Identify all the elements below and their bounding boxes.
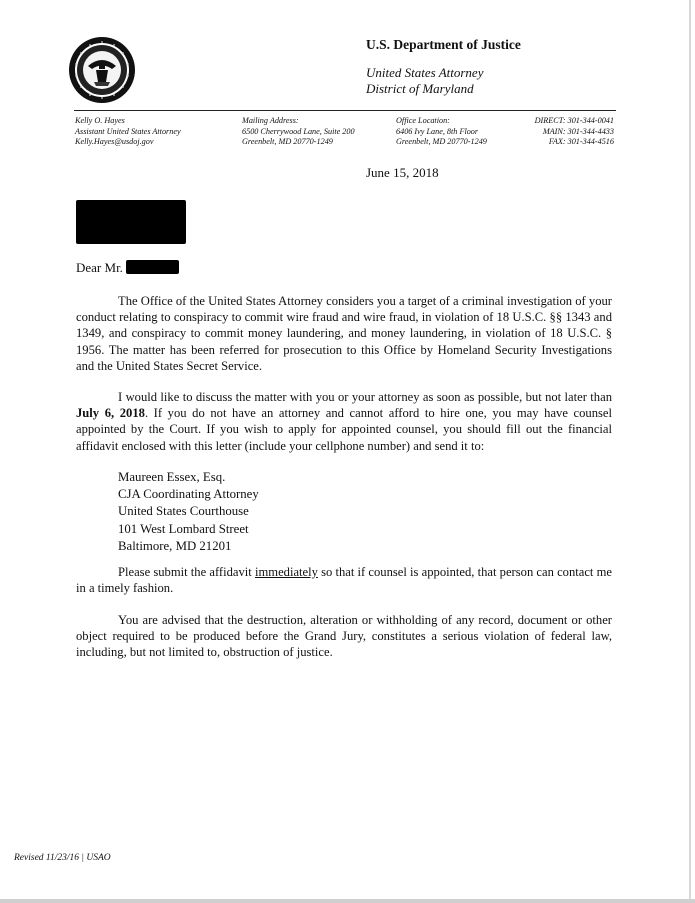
paragraph-submit-affidavit: [76, 564, 612, 596]
office-location-street: 6406 Ivy Lane, 8th Floor: [396, 126, 479, 136]
doj-seal-icon: [68, 36, 136, 104]
paragraph-grand-jury-warning: [76, 612, 612, 661]
redacted-recipient-name: [126, 260, 179, 274]
paragraph-2-text-start: I would like to discuss the matter with you or your attorney as soon as possible, but not later than: [118, 390, 612, 404]
address-line: 101 West Lombard Street: [118, 521, 249, 536]
paragraph-5-text: You are advised that the destruction, alteration or withholding of any record, document or other object required to be produced before the Grand Jury, constitutes a serious violation of federal law, including, but not limited to, obstruction of justice.: [76, 613, 612, 660]
salutation-text: Dear Mr.: [76, 260, 123, 275]
district-name: District of Maryland: [366, 81, 474, 96]
office-name: United States Attorney: [366, 65, 484, 80]
address-line: United States Courthouse: [118, 504, 249, 519]
mailing-city: Greenbelt, MD 20770-1249: [242, 137, 333, 146]
revision-footer: Revised 11/23/16 | USAO: [14, 853, 111, 863]
paragraph-4-text-start: Please submit the affidavit: [118, 565, 255, 579]
header-divider: [74, 110, 616, 111]
phone-main: MAIN: 301-344-4433: [542, 126, 614, 136]
salutation: [76, 260, 179, 276]
counsel-address-block: [118, 469, 259, 555]
sender-name: Kelly O. Hayes: [75, 116, 125, 125]
page-edge-right: [689, 0, 691, 903]
sender-block: [75, 116, 181, 148]
paragraph-contact-request: [76, 389, 612, 454]
phone-direct: DIRECT: 301-344-0041: [534, 116, 614, 125]
letter-date: June 15, 2018: [366, 165, 439, 180]
sender-email: Kelly.Hayes@usdoj.gov: [75, 137, 154, 146]
paragraph-2-text-end: . If you do not have an attorney and cannot afford to hire one, you may have counsel appointed by the Court. If you wish to apply for appointed counsel, you should fill out the financial affidavit enclosed with this letter (include your cellphone number) and send it to:: [76, 406, 612, 453]
phone-fax: FAX: 301-344-4516: [548, 137, 614, 146]
mailing-label: Mailing Address:: [242, 116, 299, 125]
address-line: Baltimore, MD 21201: [118, 538, 232, 553]
deadline-date: July 6, 2018: [76, 406, 145, 421]
mailing-address-block: [242, 116, 355, 148]
paragraph-1-text: The Office of the United States Attorney considers you a target of a criminal investigation of your conduct relating to conspiracy to commit wire fraud and wire fraud, in violation of 18 U.S.C. §§ 1343 and 1349, and conspiracy to commit money laundering, and money laundering, in violation of 18 U.S.C. § 1956. The matter has been referred for prosecution to this Office by Homeland Security Investigations and the United States Secret Service.: [76, 294, 612, 373]
office-location-label: Office Location:: [396, 116, 450, 125]
redacted-recipient-address: [76, 200, 186, 244]
address-line: Maureen Essex, Esq.: [118, 470, 226, 484]
page-edge-bottom: [0, 899, 695, 903]
address-line: CJA Coordinating Attorney: [118, 487, 259, 502]
phone-block: [500, 116, 614, 148]
office-location-city: Greenbelt, MD 20770-1249: [396, 137, 487, 146]
mailing-street: 6500 Cherrywood Lane, Suite 200: [242, 126, 355, 136]
emphasis-immediately: immediately: [254, 565, 318, 579]
office-location-block: [396, 116, 487, 148]
paragraph-target-notice: [76, 293, 612, 374]
department-name: U.S. Department of Justice: [366, 37, 521, 52]
paragraph-4-text-end: so that if counsel is appointed, that person can contact me in a timely fashion.: [76, 565, 612, 596]
sender-title: Assistant United States Attorney: [75, 126, 181, 136]
